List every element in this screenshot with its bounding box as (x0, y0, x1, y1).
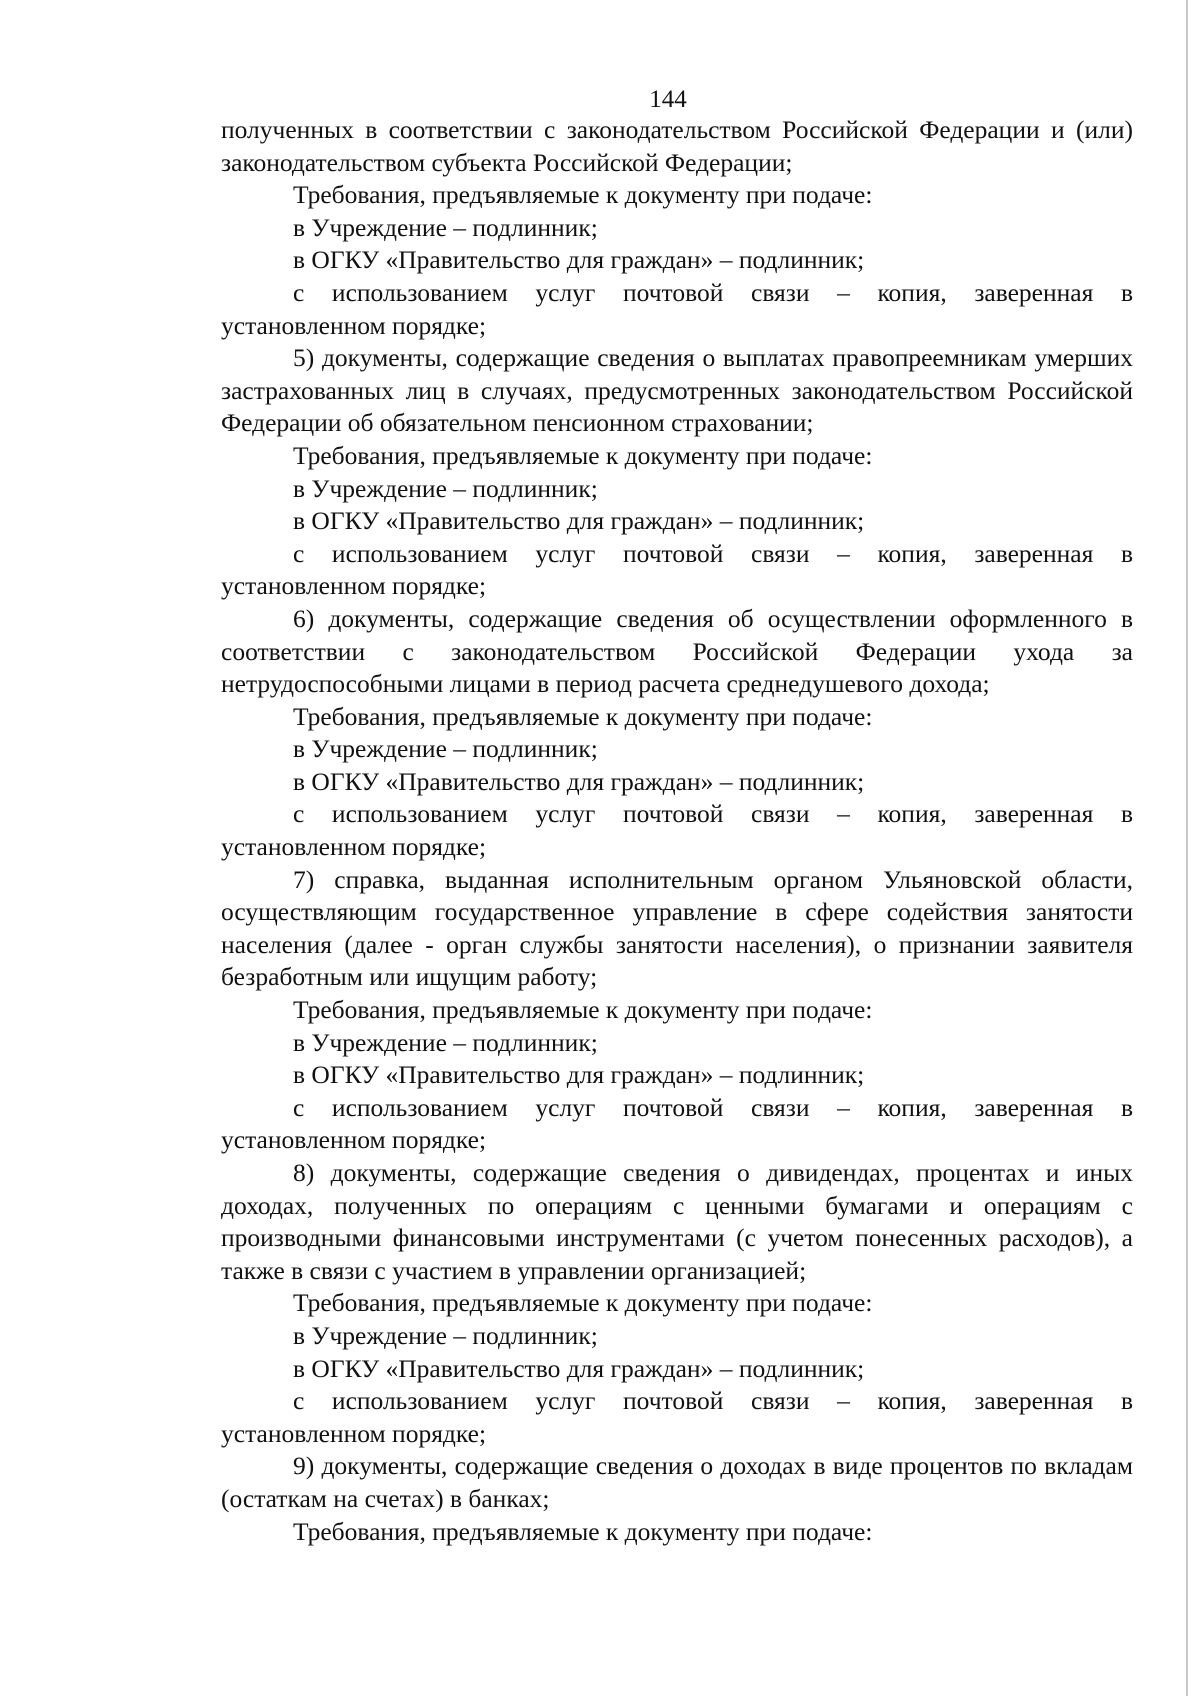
page-number: 144 (649, 86, 687, 113)
paragraph: в ОГКУ «Правительство для граждан» – подлинник; (293, 1353, 865, 1383)
paragraph: Требования, предъявляемые к документу при подаче: (293, 1288, 873, 1318)
paragraph: в ОГКУ «Правительство для граждан» – подлинник; (293, 506, 865, 536)
paragraph: в ОГКУ «Правительство для граждан» – подлинник; (293, 766, 865, 796)
paragraph: 7) справка, выданная исполнительным органом Ульяновской области, осуществляющим государственное управление в сфере содействия занятости населения (далее - орган службы занятости населения), о признании заявителя безработным или ищущим работу; (221, 864, 1133, 992)
paragraph: с использованием услуг почтовой связи – копия, заверенная в установленном порядке; (221, 1386, 1133, 1448)
paragraph: с использованием услуг почтовой связи – копия, заверенная в установленном порядке; (221, 799, 1133, 862)
paragraph: Требования, предъявляемые к документу при подаче: (293, 440, 873, 470)
paragraph: в Учреждение – подлинник; (293, 734, 598, 764)
paragraph: Требования, предъявляемые к документу при подаче: (293, 1516, 873, 1546)
paragraph: 8) документы, содержащие сведения о дивидендах, процентах и иных доходах, полученных по операциям с ценными бумагами и операциям с производными финансовыми инструментами (с учетом понесенных расходов), а также в связи с участием в управлении организацией; (221, 1158, 1133, 1285)
paragraph: 9) документы, содержащие сведения о доходах в виде процентов по вкладам (остаткам на счетах) в банках; (221, 1451, 1133, 1513)
paragraph: с использованием услуг почтовой связи – копия, заверенная в установленном порядке; (221, 277, 1133, 340)
paragraph: с использованием услуг почтовой связи – копия, заверенная в установленном порядке; (221, 538, 1133, 601)
paragraph: в ОГКУ «Правительство для граждан» – подлинник; (293, 245, 865, 275)
paragraph: Требования, предъявляемые к документу при подаче: (293, 701, 873, 731)
document-body (221, 114, 1133, 1548)
paragraph: в Учреждение – подлинник; (293, 212, 598, 242)
paragraph: в ОГКУ «Правительство для граждан» – подлинник; (293, 1060, 865, 1090)
paragraph: Требования, предъявляемые к документу при подаче: (293, 995, 873, 1025)
paragraph: 6) документы, содержащие сведения об осуществлении оформленного в соответствии с законодательством Российской Федерации ухода за нетрудоспособными лицами в период расчета среднедушевого дохода; (221, 603, 1133, 699)
paragraph: в Учреждение – подлинник; (293, 1027, 598, 1057)
paragraph: Требования, предъявляемые к документу при подаче: (293, 180, 873, 210)
paragraph: с использованием услуг почтовой связи – копия, заверенная в установленном порядке; (221, 1092, 1133, 1155)
paragraph: 5) документы, содержащие сведения о выплатах правопреемникам умерших застрахованных лиц в случаях, предусмотренных законодательством Российской Федерации об обязательном пенсионном страховании; (221, 343, 1133, 438)
page-edge-line (1186, 0, 1188, 1696)
paragraph: полученных в соответствии с законодательством Российской Федерации и (или) законодательством субъекта Российской Федерации; (221, 115, 1133, 177)
paragraph: в Учреждение – подлинник; (293, 473, 598, 503)
paragraph: в Учреждение – подлинник; (293, 1320, 598, 1350)
